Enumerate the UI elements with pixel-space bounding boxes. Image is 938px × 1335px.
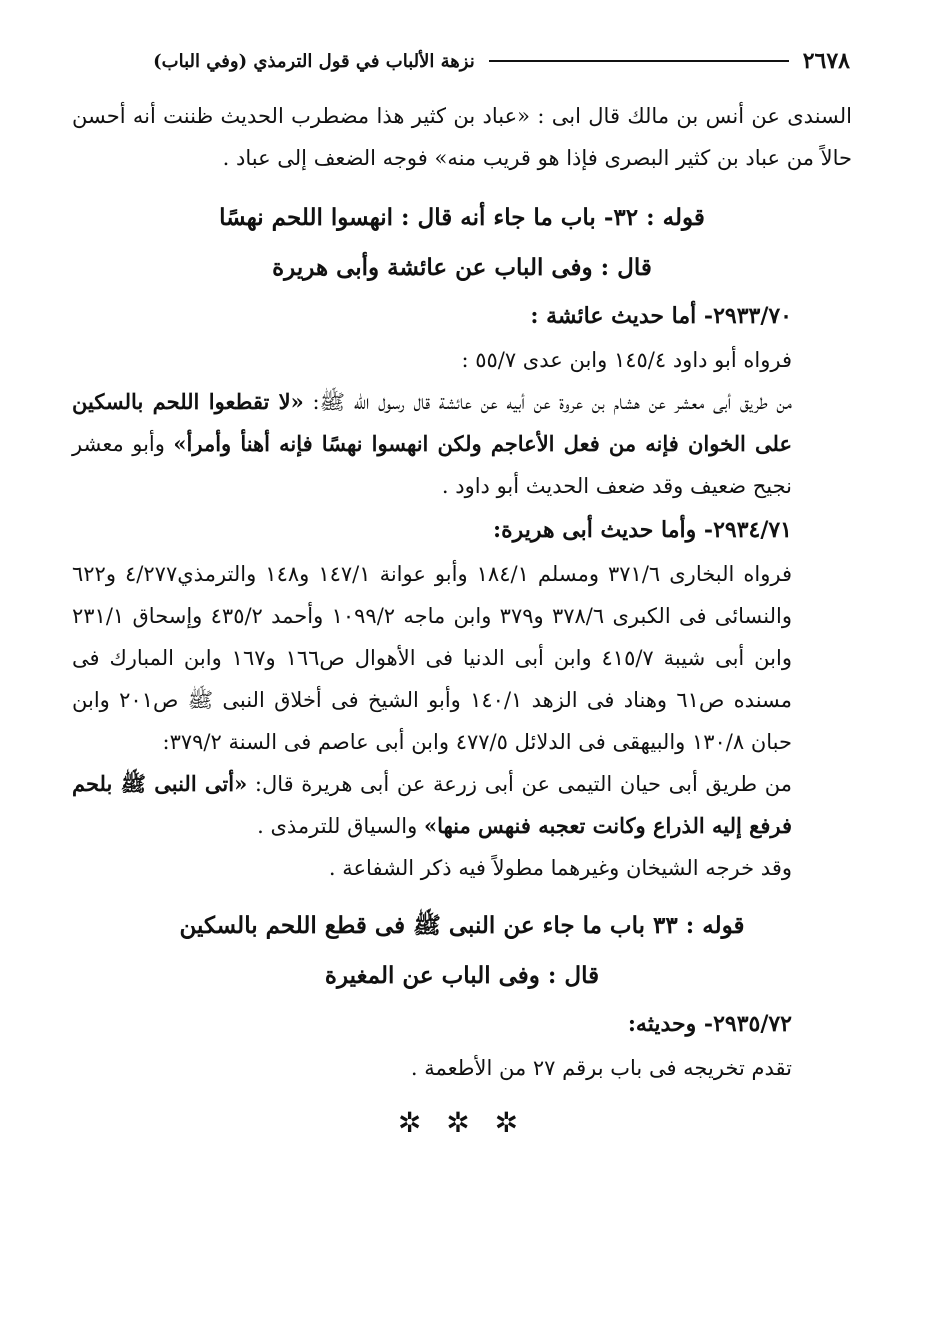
isnad-text: من طريق أبى معشر عن هشام بن عروة عن أبيه عن عائشة قال رسول الله ﷺ: <box>303 390 792 414</box>
hadith-heading-2935: ٢٩٣٥/٧٢- وحديثه: <box>627 1011 792 1037</box>
hadith-quote-aisha: «لا تقطعوا اللحم بالسكين على الخوان فإنه من فعل الأعاجم ولكن انهسوا نهسًا فإنه أهنأ وأمرأ» <box>72 389 792 456</box>
hadith-heading-2933: ٢٩٣٣/٧٠- أما حديث عائشة : <box>530 303 792 329</box>
chapter-subheading-32: قال : وفى الباب عن عائشة وأبى هريرة <box>272 254 652 281</box>
paragraph-isnad-abu-hurayra <box>72 763 852 847</box>
isnad-comment: والسياق للترمذى . <box>257 814 424 838</box>
paragraph-note: وقد خرجه الشيخان وغيرهما مطولاً فيه ذكر الشفاعة . <box>328 856 792 880</box>
hadith-heading-2934: ٢٩٣٤/٧١- وأما حديث أبى هريرة: <box>492 517 792 543</box>
section-divider-stars: ✲ ✲ ✲ <box>397 1106 527 1139</box>
chapter-subheading-33: قال : وفى الباب عن المغيرة <box>324 962 600 989</box>
header-rule <box>489 60 789 62</box>
chapter-heading-33: قوله : ٣٣ باب ما جاء عن النبى ﷺ فى قطع اللحم بالسكين <box>179 912 745 939</box>
page-header <box>70 44 850 78</box>
paragraph-isnad-aisha <box>72 381 852 507</box>
isnad-comment: وأبو معشر نجيح ضعيف وقد ضعف الحديث أبو داود . <box>72 432 792 498</box>
chapter-heading-32: قوله : ٣٢- باب ما جاء أنه قال : انهسوا اللحم نهسًا <box>219 204 705 231</box>
paragraph-sources-abu-hurayra: فرواه البخارى ٣٧١/٦ ومسلم ١٨٤/١ وأبو عوانة ١٤٧/١ و١٤٨ والترمذي٤/٢٧٧ و٦٢٢ والنسائى فى الكبرى ٣٧٨/٦ و٣٧٩ وابن ماجه ١٠٩٩/٢ وأحمد ٤٣٥/٢ وإسحاق ٢٣١/١ وابن أبى شيبة ٤١٥/٧ وابن أبى الدنيا فى الأهوال ص١٦٦ و١٦٧ وابن المبارك فى مسنده ص٦١ وهناد فى الزهد ١٤٠/١ وأبو الشيخ فى أخلاق النبى ﷺ ص٢٠١ وابن حبان ١٣٠/٨ والبيهقى فى الدلائل ٤٧٧/٥ وابن أبى عاصم فى السنة ٣٧٩/٢: <box>72 562 793 754</box>
paragraph-cross-reference: تقدم تخريجه فى باب برقم ٢٧ من الأطعمة . <box>410 1056 792 1080</box>
running-title: نزهة الألباب في قول الترمذي (وفي الباب) <box>153 50 475 72</box>
isnad-text: من طريق أبى حيان التيمى عن أبى زرعة عن أبى هريرة قال: <box>247 772 793 796</box>
spacer <box>72 889 852 901</box>
paragraph-sources-aisha: فرواه أبو داود ١٤٥/٤ وابن عدى ٥٥/٧ : <box>461 348 792 372</box>
hadith-quote-abu-hurayra: «أتى النبى ﷺ بلحم فرفع إليه الذراع وكانت تعجبه فنهس منها» <box>72 771 792 838</box>
page-body <box>72 95 852 1151</box>
page-number: ٢٦٧٨ <box>802 48 850 74</box>
paragraph-continuation: السندى عن أنس بن مالك قال ابى : «عباد بن كثير هذا مضطرب الحديث ظننت أنه أحسن حالاً من عباد بن كثير البصرى فإذا هو قريب منه» فوجه الضعف إلى عباد . <box>72 104 852 170</box>
